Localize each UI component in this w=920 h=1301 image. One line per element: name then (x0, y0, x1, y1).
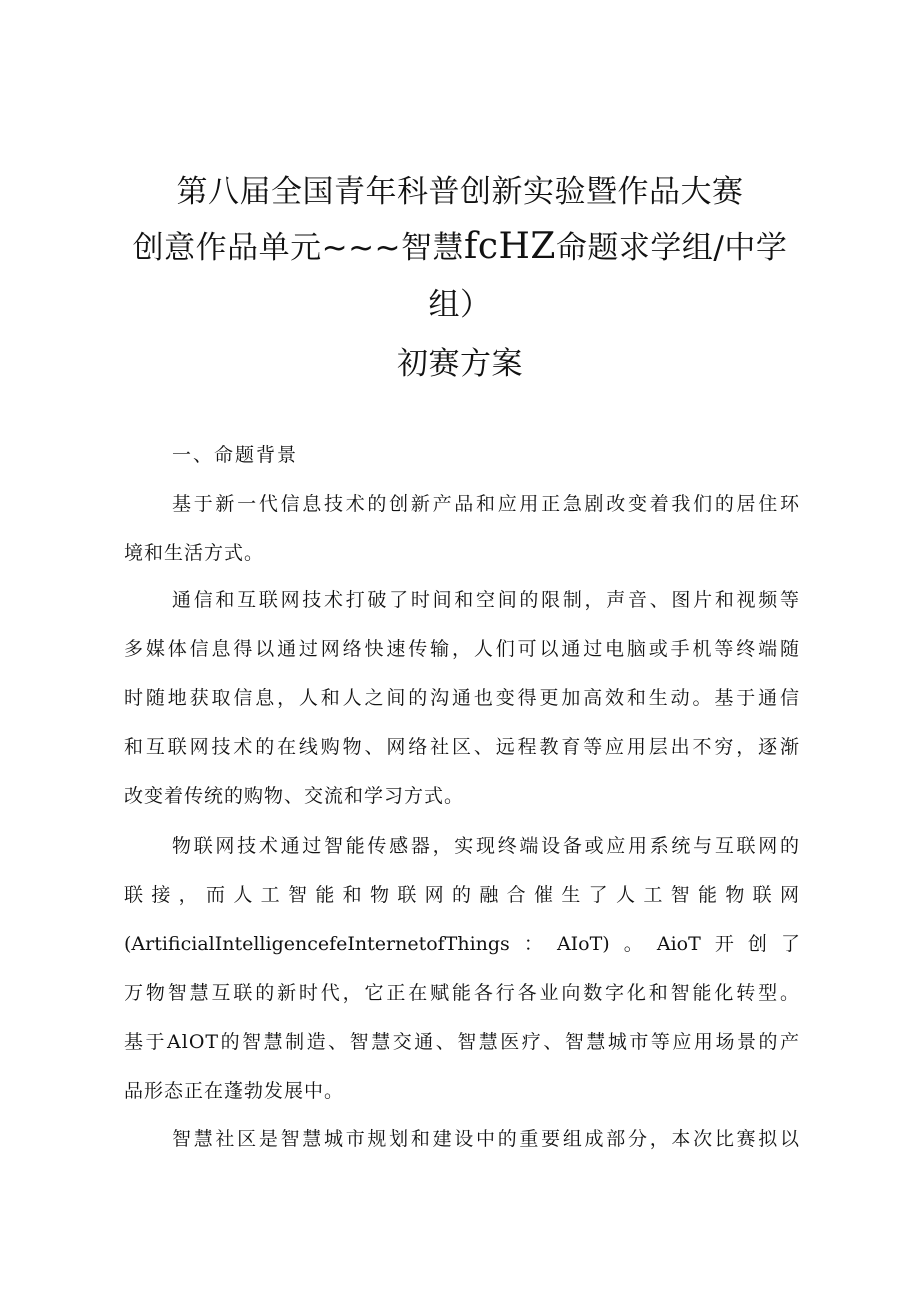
paragraph-line: 时随地获取信息，人和人之间的沟通也变得更加高效和生动。基于通信 (124, 687, 800, 709)
paragraph-line: 基于AlOT的智慧制造、智慧交通、智慧医疗、智慧城市等应用场景的产 (124, 1031, 800, 1053)
title-line-1: 第八届全国青年科普创新实验暨作品大赛 (176, 174, 744, 210)
paragraph-line: 多媒体信息得以通过网络快速传输，人们可以通过电脑或手机等终端随 (124, 638, 800, 660)
title-line-4: 初赛方案 (397, 346, 523, 382)
title-line-2 (0, 222, 920, 267)
paragraph-line: (ArtificialIntelligencefeInternetofThings：AIoT)。AioT开创了 (124, 933, 800, 955)
paragraph-line: 境和生活方式。 (124, 542, 265, 564)
title-line-2-prefix: 创意作品单元~~~智慧 (132, 230, 465, 266)
paragraph-line: 改变着传统的购物、交流和学习方式。 (124, 785, 465, 807)
paragraph-3 (124, 822, 800, 1116)
paragraph-line: 和互联网技术的在线购物、网络社区、远程教育等应用层出不穷，逐渐 (124, 736, 800, 758)
paragraph-line: 联接，而人工智能和物联网的融合催生了人工智能物联网 (124, 884, 800, 906)
paragraph-line: 品形态正在蓬勃发展中。 (124, 1080, 345, 1102)
title-line-2-latin: fcHZ (464, 226, 556, 267)
paragraph-line: 基于新一代信息技术的创新产品和应用正急剧改变着我们的居住环 (172, 493, 800, 515)
section-heading: 一、命题背景 (172, 444, 299, 466)
paragraph-line: 智慧社区是智慧城市规划和建设中的重要组成部分，本次比赛拟以 (172, 1128, 800, 1150)
paragraph-2 (124, 576, 800, 821)
paragraph-line: 物联网技术通过智能传感器，实现终端设备或应用系统与互联网的 (172, 835, 800, 857)
paragraph-4 (124, 1115, 800, 1164)
paragraph-1 (124, 480, 800, 578)
paragraph-line: 通信和互联网技术打破了时间和空间的限制，声音、图片和视频等 (172, 589, 800, 611)
title-line-3: 组） (428, 287, 492, 323)
paragraph-line: 万物智慧互联的新时代，它正在赋能各行各业向数字化和智能化转型。 (124, 982, 800, 1004)
title-line-2-suffix: 命题求学组/中学 (555, 230, 788, 266)
